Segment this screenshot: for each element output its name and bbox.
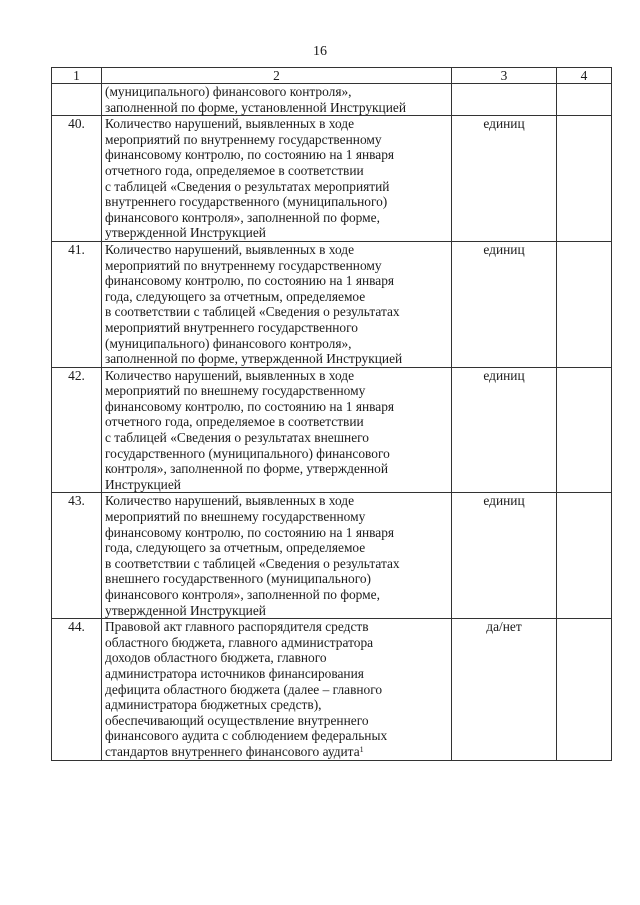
column-header-3: 3 [452, 68, 557, 84]
description-line [105, 163, 448, 179]
description-line-text: внешнего государственного (муниципального) [105, 571, 372, 587]
column-header-1: 1 [52, 68, 102, 84]
column-header-2: 2 [102, 68, 452, 84]
description-line [105, 210, 448, 226]
description-line [105, 666, 448, 682]
unit-of-measure: единиц [452, 241, 557, 367]
description-line-text: в соответствии с таблицей «Сведения о результатах [105, 555, 400, 571]
description-line-text: года, следующего за отчетным, определяемое [105, 288, 366, 304]
row-number: 43. [52, 493, 102, 619]
value-cell [557, 493, 612, 619]
description-line [105, 304, 448, 320]
description-line-text: Количество нарушений, выявленных в ходе [105, 241, 355, 257]
row-number: 41. [52, 241, 102, 367]
description-line [105, 446, 448, 462]
description-line-text: обеспечивающий осуществление внутреннего [105, 712, 369, 728]
column-header-4: 4 [557, 68, 612, 84]
description-line-text: с таблицей «Сведения о результатах мероприятий [105, 178, 390, 194]
description-line [105, 399, 448, 415]
table-body [52, 84, 612, 761]
description-line-text: стандартов внутреннего финансового аудита [105, 743, 360, 759]
description-line-text: в соответствии с таблицей «Сведения о результатах [105, 304, 400, 320]
description-line-text: мероприятий по внешнему государственному [105, 509, 366, 525]
description-line [105, 351, 448, 367]
description-line-text: финансовому контролю, по состоянию на 1 января [105, 524, 395, 540]
row-number: 40. [52, 116, 102, 242]
description-line-text: Количество нарушений, выявленных в ходе [105, 493, 355, 509]
description-line-text: (муниципального) финансового контроля», [105, 335, 352, 351]
description-line [105, 383, 448, 399]
description-line-text: (муниципального) финансового контроля», [105, 84, 352, 99]
description-line-text: финансовому контролю, по состоянию на 1 января [105, 147, 395, 163]
description-line [105, 132, 448, 148]
footnote-marker: 1 [359, 744, 364, 754]
page-number: 16 [313, 44, 327, 59]
description-line-text: мероприятий по внешнему государственному [105, 383, 366, 399]
description-line [105, 509, 448, 525]
description-line-text: дефицита областного бюджета (далее – главного [105, 681, 383, 697]
value-cell [557, 84, 612, 116]
unit-of-measure: единиц [452, 367, 557, 493]
description-line [105, 697, 448, 713]
description-line-text: Количество нарушений, выявленных в ходе [105, 367, 355, 383]
description-line-text: Инструкцией [105, 476, 181, 492]
description-line-text: года, следующего за отчетным, определяемое [105, 540, 366, 556]
description-line [105, 744, 448, 760]
description-line [105, 728, 448, 744]
table-row [52, 241, 612, 367]
indicator-description [102, 116, 452, 242]
unit-of-measure: да/нет [452, 619, 557, 760]
description-line [105, 289, 448, 305]
description-line-text: администратора бюджетных средств), [105, 697, 322, 713]
description-line [105, 430, 448, 446]
description-line [105, 100, 448, 116]
indicator-description [102, 84, 452, 116]
indicator-description [102, 367, 452, 493]
indicator-description [102, 619, 452, 760]
description-line [105, 635, 448, 651]
description-line [105, 540, 448, 556]
description-line-text: контроля», заполненной по форме, утвержденной [105, 461, 389, 477]
description-line [105, 147, 448, 163]
row-number: 44. [52, 619, 102, 760]
value-cell [557, 116, 612, 242]
description-line-text: мероприятий по внутреннему государственному [105, 131, 382, 147]
description-line [105, 368, 448, 384]
table-row [52, 367, 612, 493]
description-line-text: мероприятий внутреннего государственного [105, 319, 358, 335]
description-line-text: областного бюджета, главного администратора [105, 634, 374, 650]
description-line-text: мероприятий по внутреннему государственному [105, 257, 382, 273]
description-line-text: финансового контроля», заполненной по форме, [105, 209, 380, 225]
description-line-text: внутреннего государственного (муниципального) [105, 194, 388, 210]
indicators-table [51, 67, 612, 761]
indicator-description [102, 241, 452, 367]
table-row [52, 619, 612, 760]
value-cell [557, 241, 612, 367]
description-line [105, 414, 448, 430]
description-line [105, 603, 448, 619]
description-line-text: с таблицей «Сведения о результатах внешнего [105, 430, 369, 446]
description-line [105, 477, 448, 493]
table-row [52, 493, 612, 619]
description-line-text: Количество нарушений, выявленных в ходе [105, 116, 355, 132]
description-line [105, 336, 448, 352]
description-line [105, 242, 448, 258]
value-cell [557, 367, 612, 493]
description-line-text: доходов областного бюджета, главного [105, 650, 327, 666]
description-line [105, 525, 448, 541]
description-line [105, 587, 448, 603]
description-line-text: заполненной по форме, установленной Инструкцией [105, 99, 406, 115]
description-line [105, 713, 448, 729]
description-line [105, 258, 448, 274]
description-line-text: финансового контроля», заполненной по форме, [105, 587, 380, 602]
value-cell [557, 619, 612, 760]
description-line [105, 619, 448, 635]
description-line-text: администратора источников финансирования [105, 665, 364, 681]
description-line-text: государственного (муниципального) финансового [105, 445, 390, 461]
table-row [52, 116, 612, 242]
description-line [105, 556, 448, 572]
description-line-text: финансового аудита с соблюдением федеральных [105, 728, 388, 744]
description-line-text: отчетного года, определяемое в соответствии [105, 162, 364, 178]
description-line [105, 682, 448, 698]
table-row [52, 84, 612, 116]
description-line [105, 273, 448, 289]
description-line [105, 179, 448, 195]
description-line [105, 320, 448, 336]
table-header-row [52, 68, 612, 84]
description-line-text: Правовой акт главного распорядителя средств [105, 619, 369, 635]
row-number [52, 84, 102, 116]
description-line-text: утвержденной Инструкцией [105, 225, 266, 241]
description-line-text: заполненной по форме, утвержденной Инструкцией [105, 351, 403, 367]
unit-of-measure: единиц [452, 116, 557, 242]
description-line-text: отчетного года, определяемое в соответствии [105, 414, 364, 430]
description-line [105, 650, 448, 666]
description-line [105, 225, 448, 241]
description-line [105, 493, 448, 509]
description-line [105, 571, 448, 587]
description-line-text: финансовому контролю, по состоянию на 1 января [105, 398, 395, 414]
unit-of-measure: единиц [452, 493, 557, 619]
description-line [105, 84, 448, 100]
description-line [105, 116, 448, 132]
description-line [105, 194, 448, 210]
description-line-text: финансовому контролю, по состоянию на 1 января [105, 273, 395, 289]
indicator-description [102, 493, 452, 619]
description-line [105, 461, 448, 477]
unit-of-measure [452, 84, 557, 116]
description-line-text: утвержденной Инструкцией [105, 602, 266, 618]
row-number: 42. [52, 367, 102, 493]
